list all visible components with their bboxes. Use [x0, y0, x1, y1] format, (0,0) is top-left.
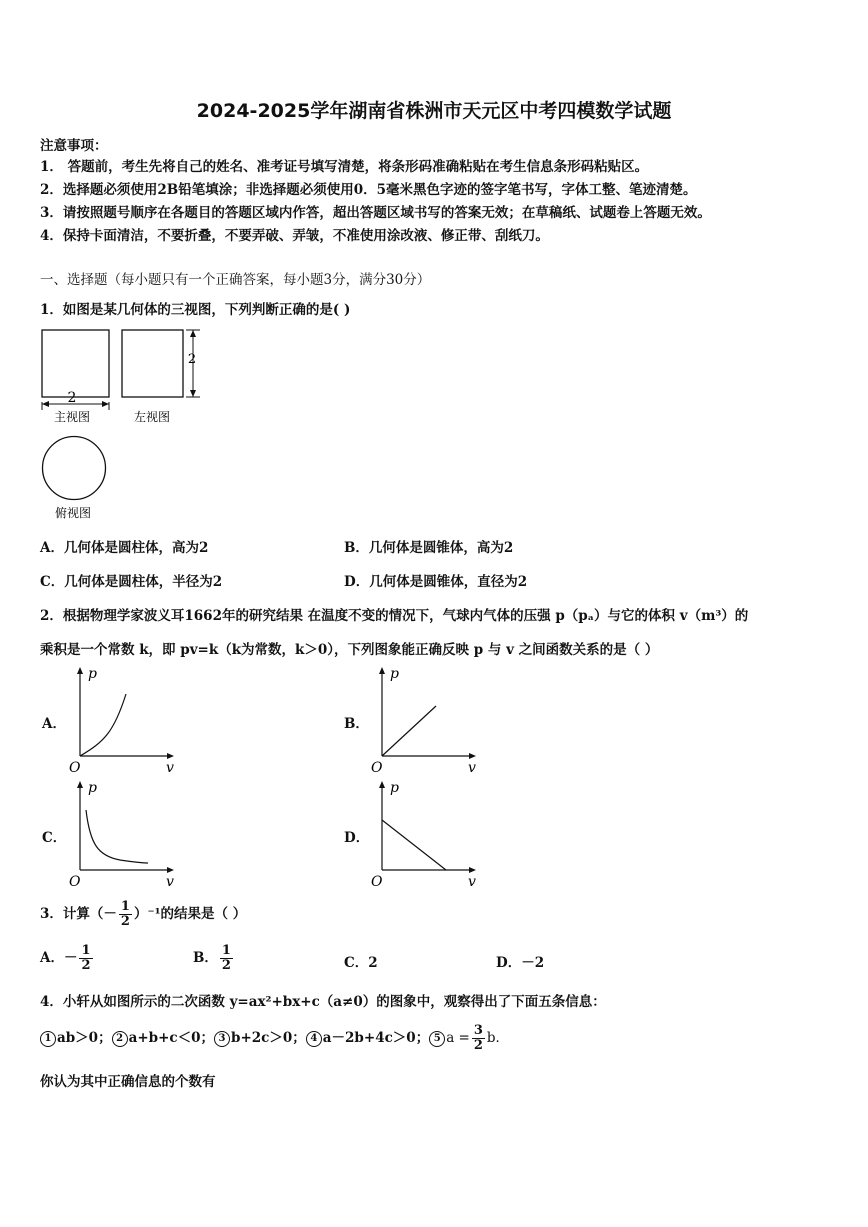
circle-2: 2 — [112, 1031, 128, 1047]
note-item-3: 3．请按照题号顺序在各题目的答题区域内作答，超出答题区域书写的答案无效；在草稿纸、试题卷上答题无效。 — [40, 205, 711, 221]
left-view-square — [122, 330, 183, 397]
q3-option-a — [40, 943, 95, 973]
q4-info-line — [40, 1022, 509, 1054]
graph-d-origin: O — [371, 874, 383, 888]
graph-d-v: v — [468, 874, 476, 888]
notes-heading: 注意事项： — [40, 138, 108, 154]
graph-c-p: p — [88, 780, 97, 796]
graph-c-curve — [86, 810, 148, 863]
q3-option-a-frac — [79, 944, 92, 973]
q4-info-5-suffix: b． — [486, 1030, 510, 1046]
front-view-label: 主视图 — [53, 410, 91, 424]
front-dimension: 2 — [67, 390, 77, 406]
q1-stem: 1．如图是某几何体的三视图，下列判断正确的是( ) — [40, 302, 351, 318]
q3-stem-suffix: ）⁻¹的结果是（ ） — [133, 906, 247, 922]
graph-c-origin: O — [69, 874, 81, 888]
q2-label-a: A． — [42, 716, 66, 732]
q2-graph-d — [366, 776, 480, 888]
q3-option-b-label: B． — [193, 950, 218, 966]
graph-b-line — [382, 706, 436, 756]
left-view-label: 左视图 — [133, 410, 171, 424]
q2-graph-a — [64, 662, 176, 774]
q2-graph-b — [366, 662, 480, 774]
q3-b-num: 1 — [221, 943, 231, 958]
top-view-circle — [43, 437, 106, 500]
q3-option-a-label: A．－ — [40, 950, 78, 966]
q1-option-c: C．几何体是圆柱体，半径为2 — [40, 574, 223, 590]
q4-info-3: b+2c＞0； — [231, 1030, 306, 1046]
graph-a-origin: O — [69, 760, 81, 774]
q2-graph-c — [64, 776, 180, 888]
graph-c-v: v — [166, 874, 174, 888]
top-view-label: 俯视图 — [54, 506, 92, 520]
q4-info-1: ab＞0； — [57, 1030, 112, 1046]
q3-a-den: 2 — [81, 958, 91, 973]
q4-frac-num: 3 — [473, 1023, 483, 1038]
q4-stem: 4．小轩从如图所示的二次函数 y=ax²+bx+c（a≠0）的图象中，观察得出了下面五条信息： — [40, 994, 606, 1010]
q3-stem-prefix: 3．计算（－ — [40, 906, 117, 922]
graph-d-p: p — [390, 780, 399, 796]
page-title: 2024-2025学年湖南省株洲市天元区中考四模数学试题 — [196, 100, 672, 122]
left-dimension: 2 — [187, 352, 197, 367]
note-item-1: 1． 答题前，考生先将自己的姓名、准考证号填写清楚，将条形码准确粘贴在考生信息条形码粘贴区。 — [40, 159, 649, 175]
q1-three-views — [36, 322, 216, 522]
q3-option-b — [193, 943, 235, 973]
q3-fraction — [119, 900, 132, 929]
q3-frac-num: 1 — [120, 899, 130, 914]
q3-option-c: C．2 — [344, 955, 378, 971]
q4-frac-den: 2 — [473, 1038, 483, 1053]
circle-1: 1 — [40, 1031, 56, 1047]
graph-b-v: v — [468, 760, 476, 774]
graph-d-line — [382, 820, 446, 870]
q1-option-d: D．几何体是圆锥体，直径为2 — [344, 574, 528, 590]
q4-question: 你认为其中正确信息的个数有 — [40, 1074, 216, 1090]
q2-label-c: C． — [42, 830, 67, 846]
graph-a-curve — [80, 694, 126, 756]
q2-stem-line2: 乘积是一个常数 k，即 pv=k（k为常数，k＞0），下列图象能正确反映 p 与 v 之间函数关系的是（ ） — [40, 642, 659, 658]
circle-4: 4 — [306, 1031, 322, 1047]
q3-option-d: D．－2 — [496, 955, 545, 971]
q3-a-num: 1 — [81, 943, 91, 958]
q2-label-d: D． — [344, 830, 370, 846]
section-heading: 一、选择题（每小题只有一个正确答案，每小题3分，满分30分） — [40, 272, 431, 288]
q3-b-den: 2 — [221, 958, 231, 973]
q2-stem-line1: 2．根据物理学家波义耳1662年的研究结果 在温度不变的情况下，气球内气体的压强 p（pₐ）与它的体积 v（m³）的 — [40, 608, 749, 624]
q3-stem — [40, 899, 246, 929]
q1-option-b: B．几何体是圆锥体，高为2 — [344, 540, 514, 556]
note-item-2: 2．选择题必须使用2B铅笔填涂；非选择题必须使用0．5毫米黑色字迹的签字笔书写，字体工整、笔迹清楚。 — [40, 182, 697, 198]
graph-b-p: p — [390, 666, 399, 682]
q4-info-5-prefix: a = — [446, 1030, 470, 1046]
q3-frac-den: 2 — [120, 914, 130, 929]
note-item-4: 4．保持卡面清洁，不要折叠，不要弄破、弄皱，不准使用涂改液、修正带、刮纸刀。 — [40, 228, 549, 244]
graph-a-p: p — [88, 666, 97, 682]
q2-label-b: B． — [344, 716, 369, 732]
graph-a-v: v — [166, 760, 174, 774]
graph-b-origin: O — [371, 760, 383, 774]
q3-option-b-frac — [220, 944, 233, 973]
q4-info-5-frac — [472, 1024, 485, 1053]
circle-5: 5 — [429, 1031, 445, 1047]
q1-option-a: A．几何体是圆柱体，高为2 — [40, 540, 209, 556]
front-view-square — [42, 330, 109, 397]
q4-info-4: a－2b+4c＞0； — [322, 1030, 430, 1046]
circle-3: 3 — [214, 1031, 230, 1047]
q4-info-2: a+b+c＜0； — [128, 1030, 215, 1046]
